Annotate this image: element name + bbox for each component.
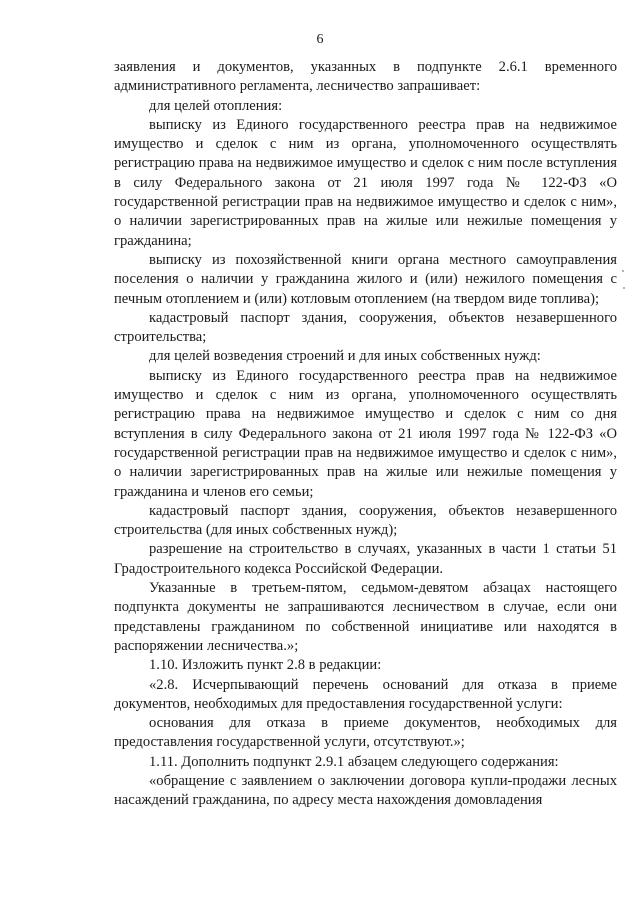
paragraph-building-permit: разрешение на строительство в случаях, указанных в части 1 статьи 51 Градостроительного кодекса Российской Федерации. — [114, 541, 617, 577]
paragraph-cadastral-passport: кадастровый паспорт здания, сооружения, объектов незавершенного строительства; — [114, 309, 617, 346]
page-number: 6 — [316, 32, 324, 47]
paragraph-heating-purposes: для целей отопления: — [149, 97, 283, 114]
scan-artifact-dot — [622, 270, 624, 272]
paragraph-continuation: заявления и документов, указанных в подпункте 2.6.1 временного административного регламента, лесничество запрашивает: — [114, 59, 617, 95]
paragraph-item-1-11: 1.11. Дополнить подпункт 2.9.1 абзацем следующего содержания: — [149, 753, 559, 770]
scan-artifact-dot — [623, 287, 625, 289]
document-body — [114, 58, 617, 811]
paragraph-no-refusal-grounds: основания для отказа в приеме документов, необходимых для предоставления государственной услуги, отсутствуют.»; — [114, 715, 617, 751]
paragraph-household-book-extract: выписку из похозяйственной книги органа местного самоуправления поселения о наличии у гражданина жилого и (или) нежилого помещения с печным отоплением и (или) котловым отоплением (на твердом виде топлива); — [114, 251, 617, 307]
paragraph-documents-not-requested: Указанные в третьем-пятом, седьмом-девятом абзацах настоящего подпункта документы не запрашиваются лесничеством в случае, если они представлены гражданином по собственной инициативе или находятся в распоряжении лесничества.»; — [114, 580, 617, 654]
paragraph-cadastral-passport-own-needs: кадастровый паспорт здания, сооружения, объектов незавершенного строительства (для иных собственных нужд); — [114, 502, 617, 539]
paragraph-construction-purposes: для целей возведения строений и для иных собственных нужд: — [149, 348, 541, 365]
paragraph-item-2-8: «2.8. Исчерпывающий перечень оснований для отказа в приеме документов, необходимых для предоставления государственной услуги: — [114, 676, 617, 712]
paragraph-item-1-10: 1.10. Изложить пункт 2.8 в редакции: — [149, 657, 382, 674]
paragraph-registry-extract-construction: выписку из Единого государственного реестра прав на недвижимое имущество и сделок с ним из органа, уполномоченного осуществлять регистрацию права на недвижимое имущество и сделок с ним со дня вступления в силу Федерального закона от 21 июля 1997 года № 122-ФЗ «О государственной регистрации прав на недвижимое имущество и сделок с ним», о наличии зарегистрированных прав на жилые или нежилые помещения у гражданина и членов его семьи; — [114, 367, 617, 500]
paragraph-registry-extract-heating: выписку из Единого государственного реестра прав на недвижимое имущество и сделок с ним из органа, уполномоченного осуществлять регистрацию права на недвижимое имущество и сделок с ним после вступления в силу Федерального закона от 21 июля 1997 года № 122-ФЗ «О государственной регистрации прав на недвижимое имущество и сделок с ним», о наличии зарегистрированных прав на жилые или нежилые помещения у гражданина; — [114, 116, 617, 249]
paragraph-sale-contract-application: «обращение с заявлением о заключении договора купли-продажи лесных насаждений гражданина, по адресу места нахождения домовладения — [114, 772, 617, 809]
